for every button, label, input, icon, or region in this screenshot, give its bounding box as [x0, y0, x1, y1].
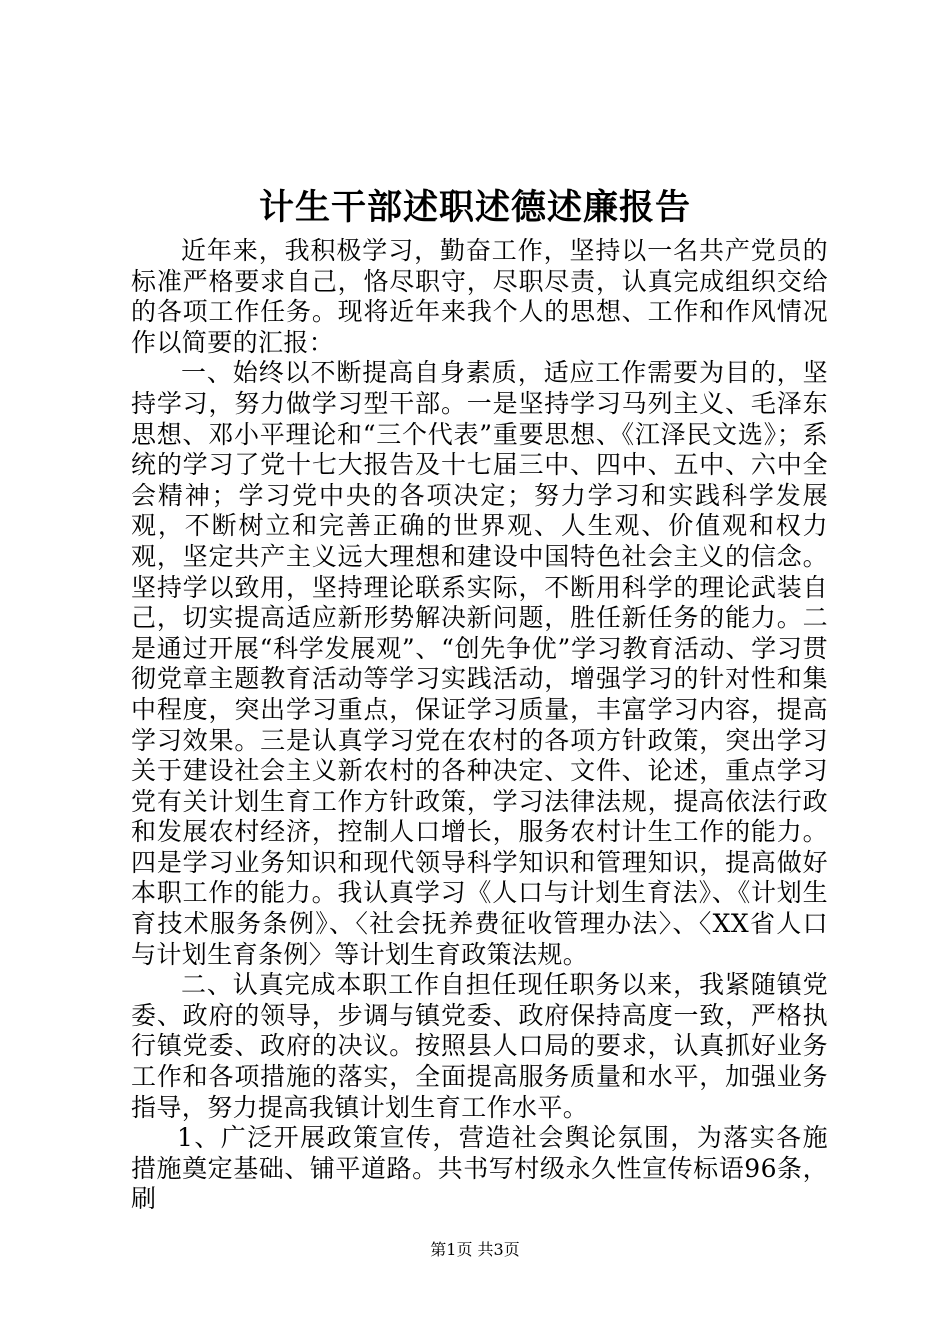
- paragraph-item-1: 1、广泛开展政策宣传，营造社会舆论氛围，为落实各施措施奠定基础、铺平道路。共书写村级永久性宣传标语96条，刷: [131, 1123, 828, 1214]
- paragraph-section-1: 一、始终以不断提高自身素质，适应工作需要为目的，坚持学习，努力做学习型干部。一是坚持学习马列主义、毛泽东思想、邓小平理论和“三个代表”重要思想、《江泽民文选》；系统的学习了党十七大报告及十七届三中、四中、五中、六中全会精神；学习党中央的各项决定；努力学习和实践科学发展观，不断树立和完善正确的世界观、人生观、价值观和权力观，坚定共产主义远大理想和建设中国特色社会主义的信念。坚持学以致用，坚持理论联系实际，不断用科学的理论武装自己，切实提高适应新形势解决新问题，胜任新任务的能力。二是通过开展“科学发展观”、“创先争优”学习教育活动、学习贯彻党章主题教育活动等学习实践活动，增强学习的针对性和集中程度，突出学习重点，保证学习质量，丰富学习内容，提高学习效果。三是认真学习党在农村的各项方针政策，突出学习关于建设社会主义新农村的各种决定、文件、论述，重点学习党有关计划生育工作方针政策，学习法律法规，提高依法行政和发展农村经济，控制人口增长，服务农村计生工作的能力。四是学习业务知识和现代领导科学知识和管理知识，提高做好本职工作的能力。我认真学习《人口与计划生育法》、《计划生育技术服务条例》、〈社会抚养费征收管理办法〉、〈XX省人口与计划生育条例〉等计划生育政策法规。: [131, 358, 828, 969]
- page-number-footer: 第1页 共3页: [430, 1240, 520, 1259]
- paragraph-intro: 近年来，我积极学习，勤奋工作，坚持以一名共产党员的标准严格要求自己，恪尽职守，尽职尽责，认真完成组织交给的各项工作任务。现将近年来我个人的思想、工作和作风情况作以简要的汇报：: [131, 236, 828, 357]
- document-title: 计生干部述职述德述廉报告: [258, 187, 691, 228]
- paragraph-section-2: 二、认真完成本职工作自担任现任职务以来，我紧随镇党委、政府的领导，步调与镇党委、政府保持高度一致，严格执行镇党委、政府的决议。按照县人口局的要求，认真抓好业务工作和各项措施的落实，全面提高服务质量和水平，加强业务指导，努力提高我镇计划生育工作水平。: [131, 970, 828, 1122]
- document-body: [131, 236, 828, 1215]
